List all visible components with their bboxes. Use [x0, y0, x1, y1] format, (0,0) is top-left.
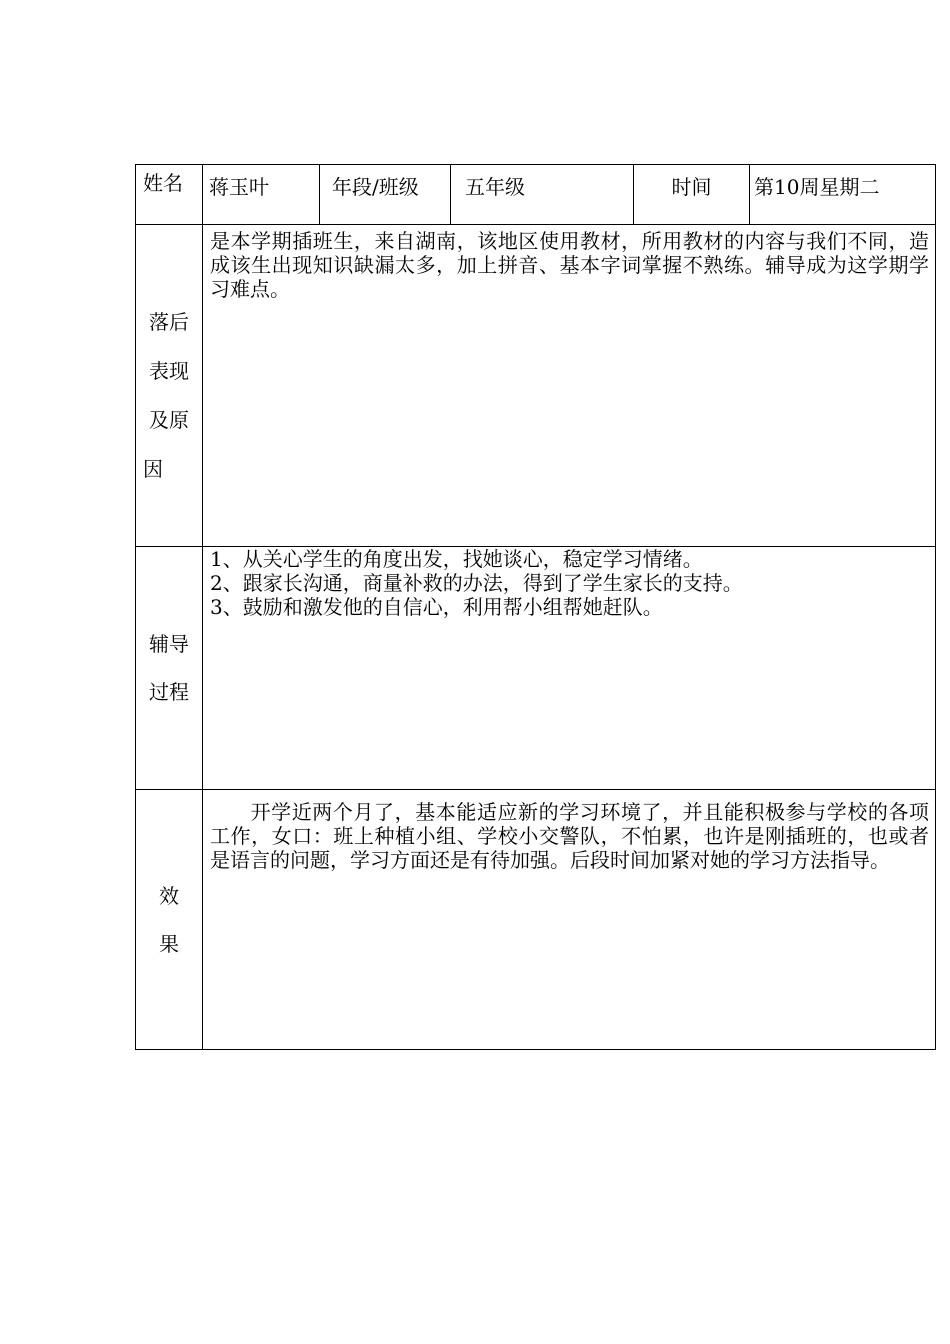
tutoring-record-table	[135, 164, 936, 1050]
process-row	[136, 547, 936, 790]
name-label: 姓名	[136, 165, 203, 225]
process-label-line: 过程	[149, 680, 189, 704]
effect-label	[136, 790, 203, 1050]
process-label-line: 辅导	[149, 632, 189, 656]
grade-label: 年段/班级	[320, 165, 451, 225]
time-label: 时间	[634, 165, 750, 225]
reason-label-line: 落后	[149, 309, 189, 334]
effect-label-line: 效	[159, 883, 179, 908]
grade-value: 五年级	[451, 165, 634, 225]
process-steps	[203, 547, 936, 790]
process-step: 3、鼓励和激发他的自信心，利用帮小组帮她赶队。	[210, 595, 663, 619]
effect-row	[136, 790, 936, 1050]
reason-label-line: 因	[143, 456, 163, 481]
effect-label-line: 果	[159, 931, 179, 956]
reason-label	[136, 225, 203, 547]
time-value: 第10周星期二	[750, 165, 936, 225]
process-label	[136, 547, 203, 790]
effect-text-body: 开学近两个月了，基本能适应新的学习环境了，并且能积极参与学校的各项工作，女口：班上种植小组、学校小交警队，不怕累，也许是刚插班的，也或者是语言的问题，学习方面还是有待加强。后段时间加紧对她的学习方法指导。	[210, 800, 929, 872]
reason-label-line: 及原	[149, 407, 189, 432]
name-value: 蒋玉叶	[203, 165, 320, 225]
process-step: 1、从关心学生的角度出发，找她谈心，稳定学习情绪。	[210, 547, 703, 571]
reason-text: 是本学期插班生，来自湖南，该地区使用教材，所用教材的内容与我们不同，造成该生出现知识缺漏太多，加上拼音、基本字词掌握不熟练。辅导成为这学期学习难点。	[203, 225, 936, 547]
effect-text	[203, 790, 936, 1050]
header-row	[136, 165, 936, 225]
process-step: 2、跟家长沟通，商量补救的办法，得到了学生家长的支持。	[210, 571, 743, 595]
reason-row	[136, 225, 936, 547]
reason-label-line: 表现	[149, 358, 189, 383]
